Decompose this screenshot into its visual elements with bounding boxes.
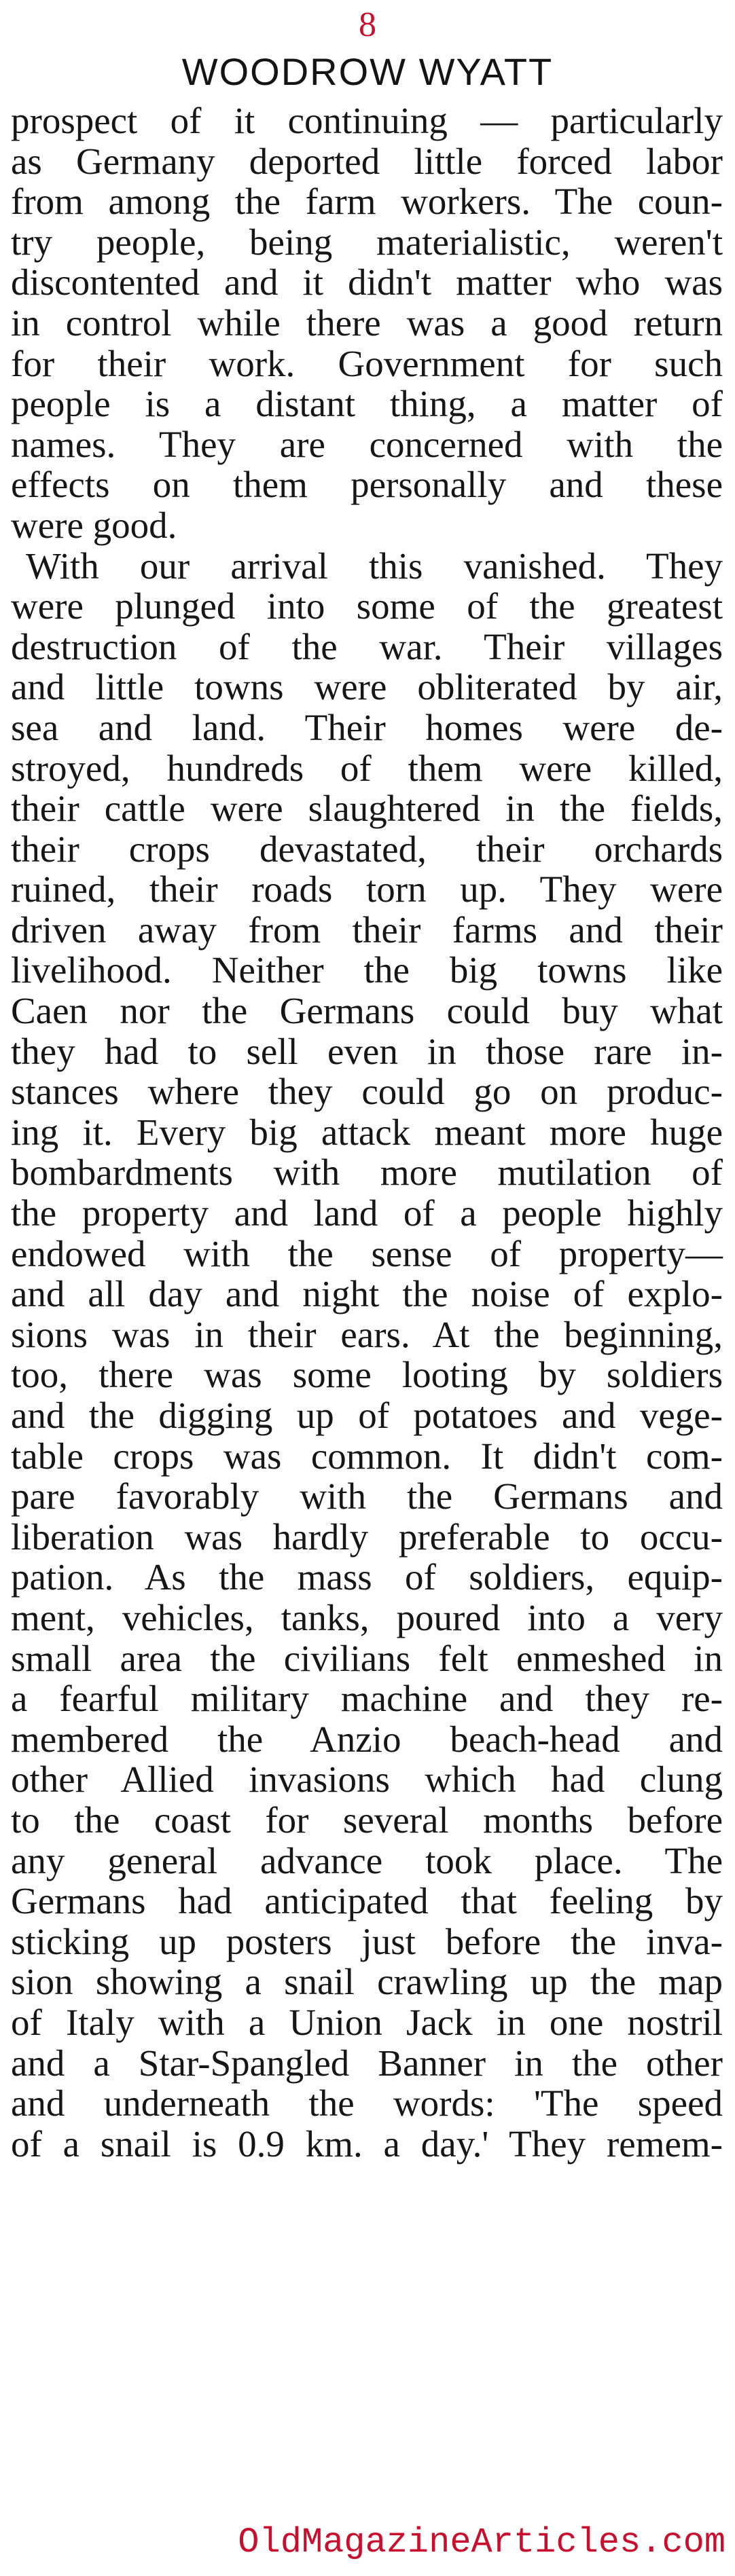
text-line: of Italy with a Union Jack in one nostril bbox=[11, 2001, 723, 2043]
page-number: 8 bbox=[359, 5, 376, 44]
text-line: sion showing a snail crawling up the map bbox=[11, 1961, 723, 2003]
text-line: and all day and night the noise of explo- bbox=[11, 1273, 723, 1315]
text-line: stances where they could go on produc- bbox=[11, 1071, 723, 1113]
text-line: as Germany deported little forced labor bbox=[11, 140, 723, 182]
paragraph-start-line: With our arrival this vanished. They bbox=[26, 545, 723, 587]
text-line: they had to sell even in those rare in- bbox=[11, 1030, 723, 1072]
text-line: Caen nor the Germans could buy what bbox=[11, 990, 723, 1032]
text-line: liberation was hardly preferable to occu- bbox=[11, 1515, 723, 1558]
text-line: a fearful military machine and they re- bbox=[11, 1678, 723, 1720]
text-line: pare favorably with the Germans and bbox=[11, 1475, 723, 1517]
text-line: effects on them personally and these bbox=[11, 464, 723, 506]
text-line: and a Star-Spangled Banner in the other bbox=[11, 2042, 723, 2084]
text-line: sions was in their ears. At the beginning, bbox=[11, 1313, 723, 1355]
text-line: destruction of the war. Their villages bbox=[11, 625, 723, 667]
article-body bbox=[11, 100, 723, 2164]
text-line: prospect of it continuing — particularly bbox=[11, 100, 723, 141]
text-line: ment, vehicles, tanks, poured into a very bbox=[11, 1596, 723, 1638]
text-line: too, there was some looting by soldiers bbox=[11, 1354, 723, 1396]
text-line: names. They are concerned with the bbox=[11, 423, 723, 465]
text-line: table crops was common. It didn't com- bbox=[11, 1435, 723, 1477]
text-line: pation. As the mass of soldiers, equip- bbox=[11, 1556, 723, 1598]
text-line: of a snail is 0.9 km. a day.' They remem- bbox=[11, 2122, 723, 2165]
text-line: small area the civilians felt enmeshed in bbox=[11, 1637, 723, 1679]
text-line: and little towns were obliterated by air, bbox=[11, 666, 723, 708]
text-line: to the coast for several months before bbox=[11, 1799, 723, 1841]
text-line: sea and land. Their homes were de- bbox=[11, 706, 723, 748]
text-line: try people, being materialistic, weren't bbox=[11, 221, 723, 263]
site-watermark: OldMagazineArticles.com bbox=[238, 2522, 725, 2562]
text-line: bombardments with more mutilation of bbox=[11, 1152, 723, 1194]
text-line: driven away from their farms and their bbox=[11, 908, 723, 951]
text-line: any general advance took place. The bbox=[11, 1839, 723, 1881]
text-line: from among the farm workers. The coun- bbox=[11, 181, 723, 223]
text-line: their cattle were slaughtered in the fields, bbox=[11, 788, 723, 830]
running-head-author: WOODROW WYATT bbox=[181, 50, 554, 93]
text-line: livelihood. Neither the big towns like bbox=[11, 949, 723, 991]
text-line: people is a distant thing, a matter of bbox=[11, 383, 723, 425]
text-line: Germans had anticipated that feeling by bbox=[11, 1880, 723, 1922]
text-line: ing it. Every big attack meant more huge bbox=[11, 1111, 723, 1153]
text-line: and the digging up of potatoes and vege- bbox=[11, 1395, 723, 1436]
text-line: stroyed, hundreds of them were killed, bbox=[11, 747, 723, 789]
text-line: ruined, their roads torn up. They were bbox=[11, 868, 723, 910]
text-line: were plunged into some of the greatest bbox=[11, 585, 723, 627]
text-line: endowed with the sense of property— bbox=[11, 1232, 723, 1274]
text-line: sticking up posters just before the inva- bbox=[11, 1920, 723, 1962]
text-line: and underneath the words: 'The speed bbox=[11, 2082, 723, 2124]
text-line: membered the Anzio beach-head and bbox=[11, 1718, 723, 1760]
text-line: for their work. Government for such bbox=[11, 342, 723, 384]
text-line: discontented and it didn't matter who was bbox=[11, 261, 723, 303]
text-line: other Allied invasions which had clung bbox=[11, 1759, 723, 1801]
paragraph-end-line: were good. bbox=[11, 504, 177, 546]
text-line: in control while there was a good return bbox=[11, 301, 723, 344]
text-line: the property and land of a people highly bbox=[11, 1192, 723, 1234]
text-line: their crops devastated, their orchards bbox=[11, 828, 723, 870]
